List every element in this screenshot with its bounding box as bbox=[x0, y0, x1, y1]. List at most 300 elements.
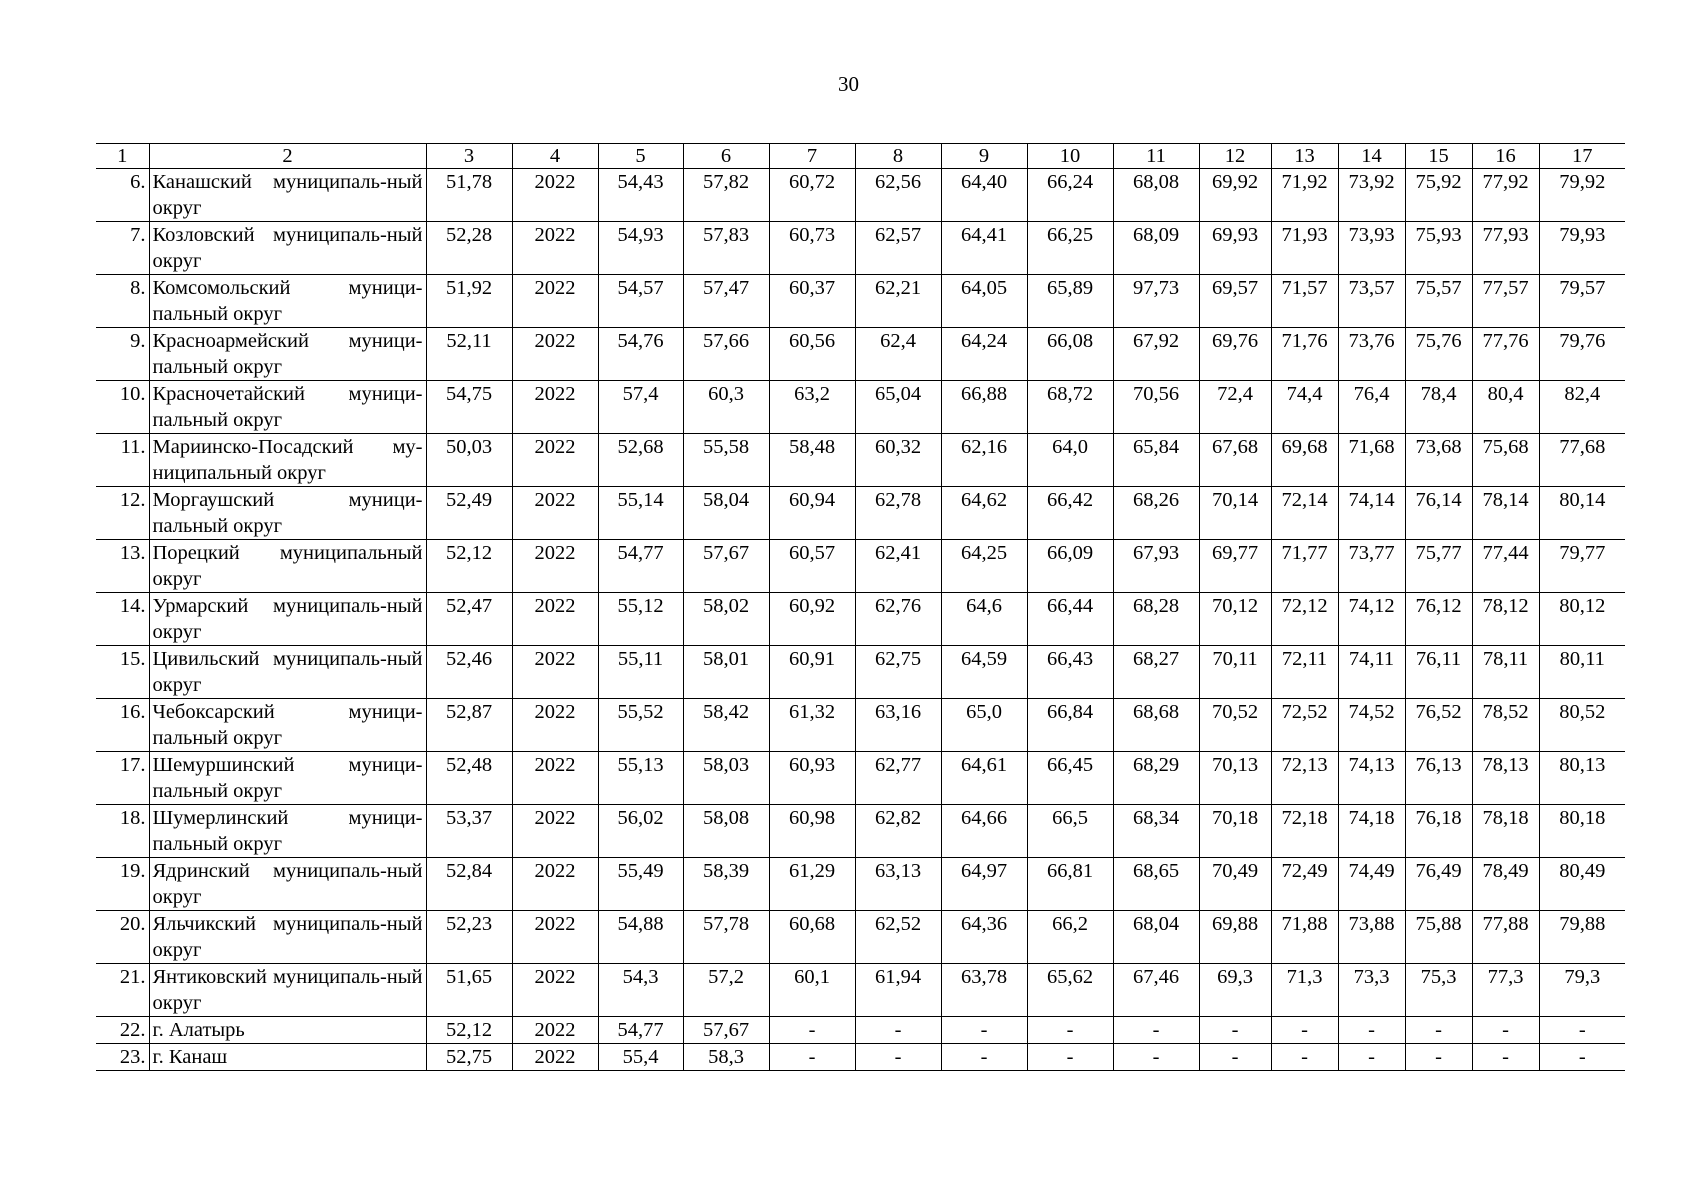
table-row bbox=[96, 1044, 1625, 1071]
value-cell: 54,3 bbox=[598, 964, 683, 1017]
row-number: 20. bbox=[96, 911, 149, 964]
row-number: 8. bbox=[96, 275, 149, 328]
value-cell: 74,49 bbox=[1338, 858, 1405, 911]
municipality-name: Урмарский муниципаль-ный округ bbox=[149, 593, 426, 646]
value-cell: 77,3 bbox=[1472, 964, 1539, 1017]
value-cell: 75,57 bbox=[1405, 275, 1472, 328]
value-cell: 60,92 bbox=[769, 593, 855, 646]
value-cell: 62,77 bbox=[855, 752, 941, 805]
value-cell: 80,12 bbox=[1539, 593, 1625, 646]
value-cell: 79,3 bbox=[1539, 964, 1625, 1017]
value-cell: 2022 bbox=[512, 434, 598, 487]
value-cell: 57,82 bbox=[683, 169, 769, 222]
table-row bbox=[96, 805, 1625, 858]
table-row bbox=[96, 646, 1625, 699]
value-cell: 58,39 bbox=[683, 858, 769, 911]
value-cell: - bbox=[1539, 1017, 1625, 1044]
row-number: 21. bbox=[96, 964, 149, 1017]
value-cell: 66,08 bbox=[1027, 328, 1113, 381]
value-cell: 62,56 bbox=[855, 169, 941, 222]
value-cell: 65,89 bbox=[1027, 275, 1113, 328]
value-cell: 60,57 bbox=[769, 540, 855, 593]
table-row bbox=[96, 1017, 1625, 1044]
value-cell: 64,40 bbox=[941, 169, 1027, 222]
value-cell: 64,41 bbox=[941, 222, 1027, 275]
value-cell: 72,49 bbox=[1271, 858, 1338, 911]
table-row bbox=[96, 328, 1625, 381]
value-cell: - bbox=[1027, 1044, 1113, 1071]
value-cell: 66,24 bbox=[1027, 169, 1113, 222]
value-cell: 61,29 bbox=[769, 858, 855, 911]
value-cell: 67,46 bbox=[1113, 964, 1199, 1017]
value-cell: 52,46 bbox=[426, 646, 512, 699]
value-cell: 64,24 bbox=[941, 328, 1027, 381]
value-cell: 56,02 bbox=[598, 805, 683, 858]
row-number: 7. bbox=[96, 222, 149, 275]
value-cell: 64,66 bbox=[941, 805, 1027, 858]
value-cell: 78,52 bbox=[1472, 699, 1539, 752]
table-row bbox=[96, 858, 1625, 911]
value-cell: 77,68 bbox=[1539, 434, 1625, 487]
municipality-name: Мариинско-Посадский му-ниципальный округ bbox=[149, 434, 426, 487]
column-number-header: 7 bbox=[769, 144, 855, 169]
value-cell: 71,93 bbox=[1271, 222, 1338, 275]
value-cell: - bbox=[1472, 1044, 1539, 1071]
value-cell: 67,68 bbox=[1199, 434, 1271, 487]
table-row bbox=[96, 169, 1625, 222]
value-cell: 78,18 bbox=[1472, 805, 1539, 858]
municipality-name: Канашский муниципаль-ный округ bbox=[149, 169, 426, 222]
value-cell: 77,93 bbox=[1472, 222, 1539, 275]
value-cell: 57,67 bbox=[683, 1017, 769, 1044]
table-row bbox=[96, 593, 1625, 646]
value-cell: 72,11 bbox=[1271, 646, 1338, 699]
value-cell: 60,1 bbox=[769, 964, 855, 1017]
value-cell: 54,77 bbox=[598, 1017, 683, 1044]
value-cell: 2022 bbox=[512, 752, 598, 805]
value-cell: 70,13 bbox=[1199, 752, 1271, 805]
value-cell: 64,61 bbox=[941, 752, 1027, 805]
value-cell: 65,62 bbox=[1027, 964, 1113, 1017]
value-cell: 80,49 bbox=[1539, 858, 1625, 911]
value-cell: - bbox=[1338, 1044, 1405, 1071]
column-number-header: 6 bbox=[683, 144, 769, 169]
value-cell: 58,3 bbox=[683, 1044, 769, 1071]
table-row bbox=[96, 752, 1625, 805]
municipality-name: Шумерлинский муници-пальный округ bbox=[149, 805, 426, 858]
value-cell: 69,93 bbox=[1199, 222, 1271, 275]
value-cell: 75,92 bbox=[1405, 169, 1472, 222]
value-cell: 77,76 bbox=[1472, 328, 1539, 381]
value-cell: 54,43 bbox=[598, 169, 683, 222]
value-cell: 73,3 bbox=[1338, 964, 1405, 1017]
value-cell: 52,12 bbox=[426, 1017, 512, 1044]
table-row bbox=[96, 699, 1625, 752]
value-cell: - bbox=[1405, 1017, 1472, 1044]
value-cell: 55,52 bbox=[598, 699, 683, 752]
value-cell: 52,84 bbox=[426, 858, 512, 911]
column-number-header: 14 bbox=[1338, 144, 1405, 169]
value-cell: 77,44 bbox=[1472, 540, 1539, 593]
value-cell: 60,3 bbox=[683, 381, 769, 434]
table-row bbox=[96, 964, 1625, 1017]
value-cell: 77,88 bbox=[1472, 911, 1539, 964]
table-row bbox=[96, 434, 1625, 487]
value-cell: 80,4 bbox=[1472, 381, 1539, 434]
value-cell: 68,08 bbox=[1113, 169, 1199, 222]
value-cell: 75,77 bbox=[1405, 540, 1472, 593]
value-cell: 52,49 bbox=[426, 487, 512, 540]
table-row bbox=[96, 540, 1625, 593]
row-number: 11. bbox=[96, 434, 149, 487]
value-cell: 70,18 bbox=[1199, 805, 1271, 858]
row-number: 16. bbox=[96, 699, 149, 752]
value-cell: 57,67 bbox=[683, 540, 769, 593]
table-body bbox=[96, 169, 1625, 1071]
value-cell: 54,57 bbox=[598, 275, 683, 328]
value-cell: 58,03 bbox=[683, 752, 769, 805]
value-cell: 66,09 bbox=[1027, 540, 1113, 593]
value-cell: 2022 bbox=[512, 593, 598, 646]
value-cell: 70,14 bbox=[1199, 487, 1271, 540]
value-cell: 72,12 bbox=[1271, 593, 1338, 646]
value-cell: 73,88 bbox=[1338, 911, 1405, 964]
value-cell: 58,02 bbox=[683, 593, 769, 646]
value-cell: 63,13 bbox=[855, 858, 941, 911]
municipality-name: Красночетайский муници-пальный округ bbox=[149, 381, 426, 434]
value-cell: 79,88 bbox=[1539, 911, 1625, 964]
row-number: 9. bbox=[96, 328, 149, 381]
value-cell: 72,13 bbox=[1271, 752, 1338, 805]
value-cell: 74,18 bbox=[1338, 805, 1405, 858]
value-cell: - bbox=[941, 1044, 1027, 1071]
value-cell: 60,56 bbox=[769, 328, 855, 381]
value-cell: 2022 bbox=[512, 805, 598, 858]
value-cell: 50,03 bbox=[426, 434, 512, 487]
value-cell: 64,62 bbox=[941, 487, 1027, 540]
value-cell: - bbox=[769, 1044, 855, 1071]
value-cell: 79,93 bbox=[1539, 222, 1625, 275]
value-cell: 60,73 bbox=[769, 222, 855, 275]
value-cell: 78,11 bbox=[1472, 646, 1539, 699]
value-cell: 62,78 bbox=[855, 487, 941, 540]
column-number-row bbox=[96, 144, 1625, 169]
value-cell: 62,76 bbox=[855, 593, 941, 646]
value-cell: 60,37 bbox=[769, 275, 855, 328]
value-cell: 79,57 bbox=[1539, 275, 1625, 328]
value-cell: 2022 bbox=[512, 699, 598, 752]
value-cell: 52,23 bbox=[426, 911, 512, 964]
value-cell: 60,94 bbox=[769, 487, 855, 540]
value-cell: 66,81 bbox=[1027, 858, 1113, 911]
value-cell: 97,73 bbox=[1113, 275, 1199, 328]
column-number-header: 2 bbox=[149, 144, 426, 169]
value-cell: 71,77 bbox=[1271, 540, 1338, 593]
value-cell: 73,92 bbox=[1338, 169, 1405, 222]
value-cell: 54,75 bbox=[426, 381, 512, 434]
value-cell: 64,97 bbox=[941, 858, 1027, 911]
value-cell: 54,93 bbox=[598, 222, 683, 275]
table-row bbox=[96, 487, 1625, 540]
column-number-header: 17 bbox=[1539, 144, 1625, 169]
value-cell: 64,59 bbox=[941, 646, 1027, 699]
value-cell: - bbox=[1271, 1044, 1338, 1071]
value-cell: 65,0 bbox=[941, 699, 1027, 752]
table-row bbox=[96, 911, 1625, 964]
value-cell: 77,92 bbox=[1472, 169, 1539, 222]
value-cell: - bbox=[1338, 1017, 1405, 1044]
value-cell: 66,88 bbox=[941, 381, 1027, 434]
value-cell: 68,28 bbox=[1113, 593, 1199, 646]
column-number-header: 15 bbox=[1405, 144, 1472, 169]
value-cell: 70,56 bbox=[1113, 381, 1199, 434]
value-cell: 62,41 bbox=[855, 540, 941, 593]
value-cell: 2022 bbox=[512, 328, 598, 381]
value-cell: 64,36 bbox=[941, 911, 1027, 964]
value-cell: 66,42 bbox=[1027, 487, 1113, 540]
indicator-table bbox=[96, 143, 1625, 1071]
value-cell: 73,77 bbox=[1338, 540, 1405, 593]
value-cell: 2022 bbox=[512, 646, 598, 699]
value-cell: 61,94 bbox=[855, 964, 941, 1017]
value-cell: 57,83 bbox=[683, 222, 769, 275]
value-cell: 66,5 bbox=[1027, 805, 1113, 858]
value-cell: 71,68 bbox=[1338, 434, 1405, 487]
value-cell: 74,4 bbox=[1271, 381, 1338, 434]
value-cell: 62,52 bbox=[855, 911, 941, 964]
row-number: 23. bbox=[96, 1044, 149, 1071]
value-cell: 74,12 bbox=[1338, 593, 1405, 646]
value-cell: 71,57 bbox=[1271, 275, 1338, 328]
value-cell: 76,14 bbox=[1405, 487, 1472, 540]
value-cell: 71,3 bbox=[1271, 964, 1338, 1017]
value-cell: 52,87 bbox=[426, 699, 512, 752]
value-cell: 67,92 bbox=[1113, 328, 1199, 381]
value-cell: 62,21 bbox=[855, 275, 941, 328]
value-cell: 73,76 bbox=[1338, 328, 1405, 381]
value-cell: - bbox=[769, 1017, 855, 1044]
value-cell: 55,13 bbox=[598, 752, 683, 805]
value-cell: 73,57 bbox=[1338, 275, 1405, 328]
row-number: 13. bbox=[96, 540, 149, 593]
row-number: 14. bbox=[96, 593, 149, 646]
row-number: 18. bbox=[96, 805, 149, 858]
value-cell: 73,93 bbox=[1338, 222, 1405, 275]
column-number-header: 3 bbox=[426, 144, 512, 169]
value-cell: 60,98 bbox=[769, 805, 855, 858]
value-cell: 60,72 bbox=[769, 169, 855, 222]
row-number: 10. bbox=[96, 381, 149, 434]
value-cell: 57,47 bbox=[683, 275, 769, 328]
value-cell: 78,12 bbox=[1472, 593, 1539, 646]
value-cell: 78,14 bbox=[1472, 487, 1539, 540]
municipality-name: г. Канаш bbox=[149, 1044, 426, 1071]
value-cell: 52,48 bbox=[426, 752, 512, 805]
value-cell: 80,13 bbox=[1539, 752, 1625, 805]
value-cell: 74,52 bbox=[1338, 699, 1405, 752]
municipality-name: Янтиковский муниципаль-ный округ bbox=[149, 964, 426, 1017]
value-cell: 52,68 bbox=[598, 434, 683, 487]
value-cell: 68,65 bbox=[1113, 858, 1199, 911]
value-cell: 54,76 bbox=[598, 328, 683, 381]
value-cell: 52,75 bbox=[426, 1044, 512, 1071]
value-cell: 58,04 bbox=[683, 487, 769, 540]
value-cell: 2022 bbox=[512, 911, 598, 964]
value-cell: 64,05 bbox=[941, 275, 1027, 328]
municipality-name: Козловский муниципаль-ный округ bbox=[149, 222, 426, 275]
value-cell: 72,52 bbox=[1271, 699, 1338, 752]
column-number-header: 8 bbox=[855, 144, 941, 169]
value-cell: 79,92 bbox=[1539, 169, 1625, 222]
value-cell: 68,34 bbox=[1113, 805, 1199, 858]
value-cell: - bbox=[1113, 1044, 1199, 1071]
value-cell: 66,45 bbox=[1027, 752, 1113, 805]
value-cell: 63,2 bbox=[769, 381, 855, 434]
column-number-header: 16 bbox=[1472, 144, 1539, 169]
value-cell: 75,68 bbox=[1472, 434, 1539, 487]
table-row bbox=[96, 222, 1625, 275]
value-cell: 73,68 bbox=[1405, 434, 1472, 487]
value-cell: 60,93 bbox=[769, 752, 855, 805]
value-cell: 52,28 bbox=[426, 222, 512, 275]
row-number: 17. bbox=[96, 752, 149, 805]
value-cell: 57,66 bbox=[683, 328, 769, 381]
column-number-header: 10 bbox=[1027, 144, 1113, 169]
value-cell: 70,11 bbox=[1199, 646, 1271, 699]
value-cell: 76,52 bbox=[1405, 699, 1472, 752]
value-cell: 74,11 bbox=[1338, 646, 1405, 699]
value-cell: 77,57 bbox=[1472, 275, 1539, 328]
value-cell: 55,14 bbox=[598, 487, 683, 540]
value-cell: 2022 bbox=[512, 540, 598, 593]
value-cell: 76,13 bbox=[1405, 752, 1472, 805]
municipality-name: Моргаушский муници-пальный округ bbox=[149, 487, 426, 540]
value-cell: 55,12 bbox=[598, 593, 683, 646]
value-cell: 63,78 bbox=[941, 964, 1027, 1017]
value-cell: 68,26 bbox=[1113, 487, 1199, 540]
value-cell: 62,57 bbox=[855, 222, 941, 275]
value-cell: 68,29 bbox=[1113, 752, 1199, 805]
value-cell: 2022 bbox=[512, 1044, 598, 1071]
value-cell: - bbox=[1472, 1017, 1539, 1044]
value-cell: 76,18 bbox=[1405, 805, 1472, 858]
municipality-name: г. Алатырь bbox=[149, 1017, 426, 1044]
value-cell: 52,11 bbox=[426, 328, 512, 381]
value-cell: 52,12 bbox=[426, 540, 512, 593]
page-number: 30 bbox=[838, 72, 859, 96]
value-cell: 55,11 bbox=[598, 646, 683, 699]
column-number-header: 11 bbox=[1113, 144, 1199, 169]
value-cell: 65,04 bbox=[855, 381, 941, 434]
value-cell: 71,92 bbox=[1271, 169, 1338, 222]
row-number: 15. bbox=[96, 646, 149, 699]
value-cell: 75,88 bbox=[1405, 911, 1472, 964]
value-cell: 68,27 bbox=[1113, 646, 1199, 699]
municipality-name: Красноармейский муници-пальный округ bbox=[149, 328, 426, 381]
value-cell: 72,4 bbox=[1199, 381, 1271, 434]
value-cell: 57,2 bbox=[683, 964, 769, 1017]
table-row bbox=[96, 275, 1625, 328]
value-cell: 66,84 bbox=[1027, 699, 1113, 752]
value-cell: - bbox=[1027, 1017, 1113, 1044]
value-cell: 76,4 bbox=[1338, 381, 1405, 434]
value-cell: 55,49 bbox=[598, 858, 683, 911]
municipality-name: Ядринский муниципаль-ный округ bbox=[149, 858, 426, 911]
value-cell: 75,76 bbox=[1405, 328, 1472, 381]
value-cell: 57,78 bbox=[683, 911, 769, 964]
value-cell: 2022 bbox=[512, 275, 598, 328]
value-cell: - bbox=[855, 1044, 941, 1071]
value-cell: 51,78 bbox=[426, 169, 512, 222]
value-cell: 65,84 bbox=[1113, 434, 1199, 487]
value-cell: 78,4 bbox=[1405, 381, 1472, 434]
value-cell: 2022 bbox=[512, 964, 598, 1017]
value-cell: 64,25 bbox=[941, 540, 1027, 593]
value-cell: 58,01 bbox=[683, 646, 769, 699]
value-cell: 69,68 bbox=[1271, 434, 1338, 487]
value-cell: 69,88 bbox=[1199, 911, 1271, 964]
value-cell: 55,58 bbox=[683, 434, 769, 487]
value-cell: 82,4 bbox=[1539, 381, 1625, 434]
value-cell: 69,3 bbox=[1199, 964, 1271, 1017]
municipality-name: Чебоксарский муници-пальный округ bbox=[149, 699, 426, 752]
row-number: 6. bbox=[96, 169, 149, 222]
value-cell: 51,65 bbox=[426, 964, 512, 1017]
value-cell: - bbox=[1113, 1017, 1199, 1044]
value-cell: 70,12 bbox=[1199, 593, 1271, 646]
municipality-name: Яльчикский муниципаль-ный округ bbox=[149, 911, 426, 964]
value-cell: 64,0 bbox=[1027, 434, 1113, 487]
value-cell: 76,11 bbox=[1405, 646, 1472, 699]
value-cell: 74,14 bbox=[1338, 487, 1405, 540]
value-cell: 2022 bbox=[512, 381, 598, 434]
value-cell: 68,09 bbox=[1113, 222, 1199, 275]
value-cell: 79,76 bbox=[1539, 328, 1625, 381]
value-cell: 70,49 bbox=[1199, 858, 1271, 911]
value-cell: 68,04 bbox=[1113, 911, 1199, 964]
value-cell: 2022 bbox=[512, 222, 598, 275]
value-cell: 2022 bbox=[512, 1017, 598, 1044]
value-cell: 55,4 bbox=[598, 1044, 683, 1071]
value-cell: 68,72 bbox=[1027, 381, 1113, 434]
municipality-name: Цивильский муниципаль-ный округ bbox=[149, 646, 426, 699]
value-cell: 57,4 bbox=[598, 381, 683, 434]
value-cell: 71,76 bbox=[1271, 328, 1338, 381]
value-cell: 66,25 bbox=[1027, 222, 1113, 275]
municipality-name: Комсомольский муници-пальный округ bbox=[149, 275, 426, 328]
value-cell: - bbox=[855, 1017, 941, 1044]
column-number-header: 1 bbox=[96, 144, 149, 169]
value-cell: 75,93 bbox=[1405, 222, 1472, 275]
value-cell: 69,76 bbox=[1199, 328, 1271, 381]
value-cell: 70,52 bbox=[1199, 699, 1271, 752]
value-cell: - bbox=[1199, 1017, 1271, 1044]
municipality-name: Порецкий муниципальный округ bbox=[149, 540, 426, 593]
table-row bbox=[96, 381, 1625, 434]
value-cell: 63,16 bbox=[855, 699, 941, 752]
column-number-header: 5 bbox=[598, 144, 683, 169]
value-cell: 62,16 bbox=[941, 434, 1027, 487]
value-cell: 68,68 bbox=[1113, 699, 1199, 752]
value-cell: 2022 bbox=[512, 858, 598, 911]
value-cell: 66,43 bbox=[1027, 646, 1113, 699]
value-cell: 61,32 bbox=[769, 699, 855, 752]
value-cell: 53,37 bbox=[426, 805, 512, 858]
value-cell: - bbox=[1539, 1044, 1625, 1071]
value-cell: 62,82 bbox=[855, 805, 941, 858]
value-cell: 51,92 bbox=[426, 275, 512, 328]
column-number-header: 9 bbox=[941, 144, 1027, 169]
